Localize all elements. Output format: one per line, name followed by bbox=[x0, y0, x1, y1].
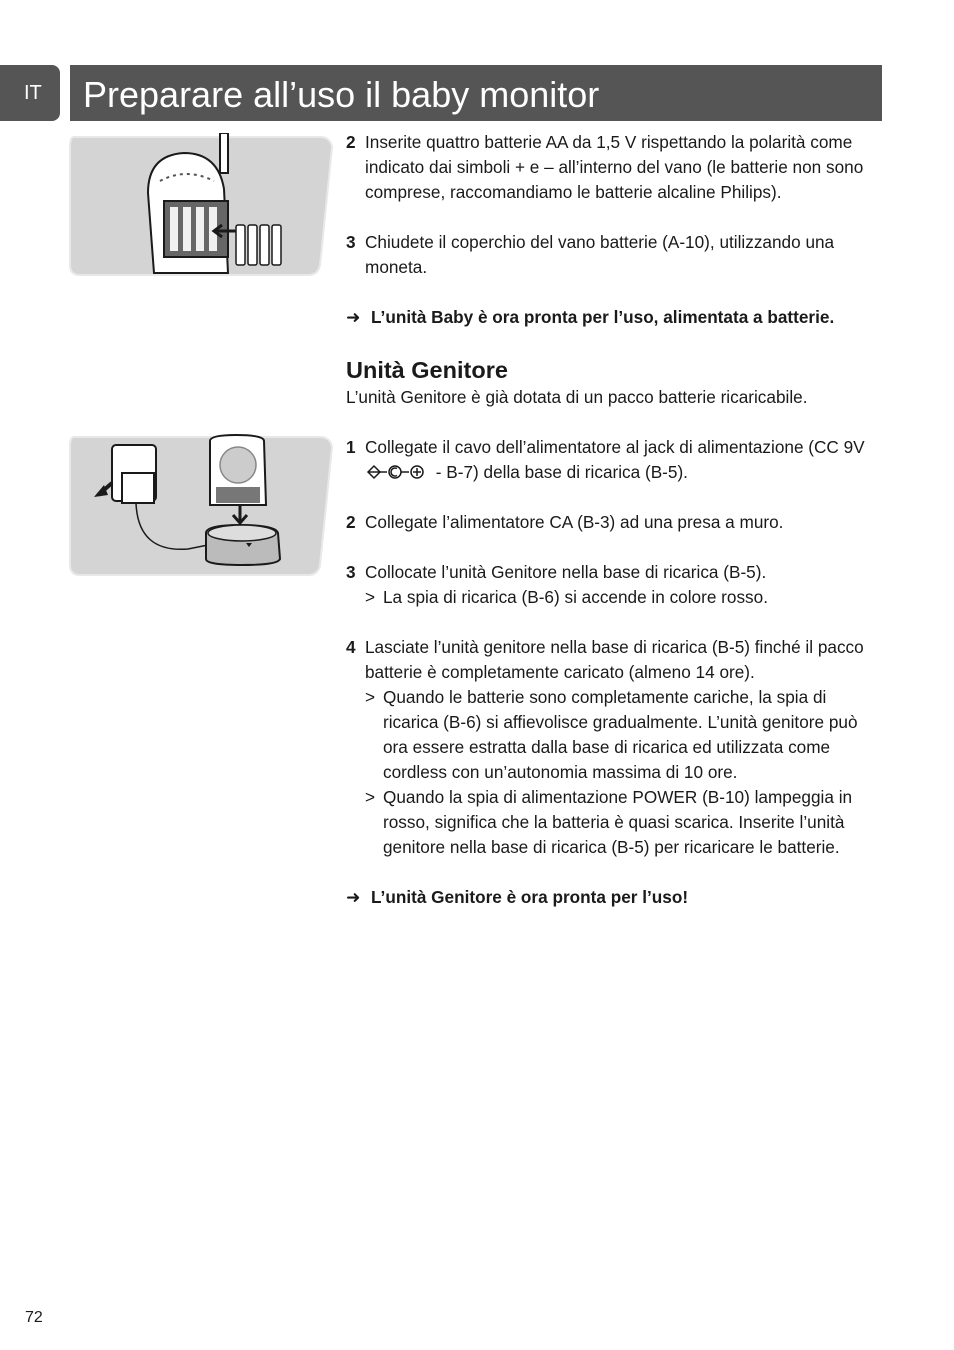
page-title-bar bbox=[70, 65, 882, 121]
step-sub-item bbox=[365, 585, 886, 610]
sub-text: Quando la spia di alimentazione POWER (B-10) lampeggia in rosso, significa che la batteria è quasi scarica. Inserite l’unità genitore nella base di ricarica (B-5) per ricaricare le batterie. bbox=[383, 787, 853, 857]
sub-text: Quando le batterie sono completamente cariche, la spia di ricarica (B-6) si affievolisce gradualmente. L’unità genitore può ora essere estratta dalla base di ricarica ed utilizzata come cordless con un’autonomia massima di 10 ore. bbox=[383, 687, 858, 782]
language-code: IT bbox=[24, 82, 42, 104]
step-number: 4 bbox=[346, 637, 356, 657]
section-heading: Unità Genitore bbox=[346, 357, 508, 383]
page-number: 72 bbox=[25, 1309, 43, 1326]
sub-marker: > bbox=[365, 687, 376, 707]
step-text: Collegate l’alimentatore CA (B-3) ad una presa a muro. bbox=[365, 512, 784, 532]
step-text: Collocate l’unità Genitore nella base di ricarica (B-5). bbox=[365, 562, 767, 582]
step-sub-item bbox=[365, 785, 886, 860]
battery-insertion-illustration bbox=[68, 133, 334, 277]
section-intro: L’unità Genitore è già dotata di un pacco batterie ricaricabile. bbox=[346, 387, 808, 407]
parent-step-1 bbox=[346, 435, 886, 485]
step-text: Inserite quattro batterie AA da 1,5 V rispettando la polarità come indicato dai simboli + e – all’interno del vano (le batterie non sono comprese, raccomandiamo le batterie alcaline Philips). bbox=[365, 132, 864, 202]
step-number: 3 bbox=[346, 232, 356, 252]
step-number: 1 bbox=[346, 437, 356, 457]
step-text-before: Collegate il cavo dell’alimentatore al jack di alimentazione (CC 9V bbox=[365, 437, 865, 457]
instructions bbox=[346, 130, 886, 935]
step-number: 3 bbox=[346, 562, 356, 582]
parent-step-2 bbox=[346, 510, 886, 535]
result-text: L’unità Genitore è ora pronta per l’uso! bbox=[371, 887, 689, 907]
sub-marker: > bbox=[365, 587, 376, 607]
sub-marker: > bbox=[365, 787, 376, 807]
parent-step-3 bbox=[346, 560, 886, 610]
dc-polarity-icon bbox=[365, 464, 431, 480]
baby-step-2 bbox=[346, 130, 886, 205]
arrow-icon: ➜ bbox=[346, 887, 361, 907]
language-tab bbox=[0, 65, 60, 121]
parent-unit-charging-illustration bbox=[68, 433, 334, 577]
step-sub-item bbox=[365, 685, 886, 785]
step-number: 2 bbox=[346, 132, 356, 152]
step-text: Lasciate l’unità genitore nella base di ricarica (B-5) finché il pacco batterie è completamente caricato (almeno 14 ore). bbox=[365, 637, 864, 682]
baby-step-3 bbox=[346, 230, 886, 280]
step-text-after: - B-7) della base di ricarica (B-5). bbox=[435, 462, 688, 482]
baby-result bbox=[346, 305, 886, 330]
sub-text: La spia di ricarica (B-6) si accende in colore rosso. bbox=[383, 587, 768, 607]
step-text: Chiudete il coperchio del vano batterie (A-10), utilizzando una moneta. bbox=[365, 232, 835, 277]
page-title: Preparare all’uso il baby monitor bbox=[83, 74, 600, 115]
parent-step-4 bbox=[346, 635, 886, 860]
step-number: 2 bbox=[346, 512, 356, 532]
arrow-icon: ➜ bbox=[346, 307, 361, 327]
result-text: L’unità Baby è ora pronta per l’uso, alimentata a batterie. bbox=[371, 307, 835, 327]
parent-result bbox=[346, 885, 886, 910]
